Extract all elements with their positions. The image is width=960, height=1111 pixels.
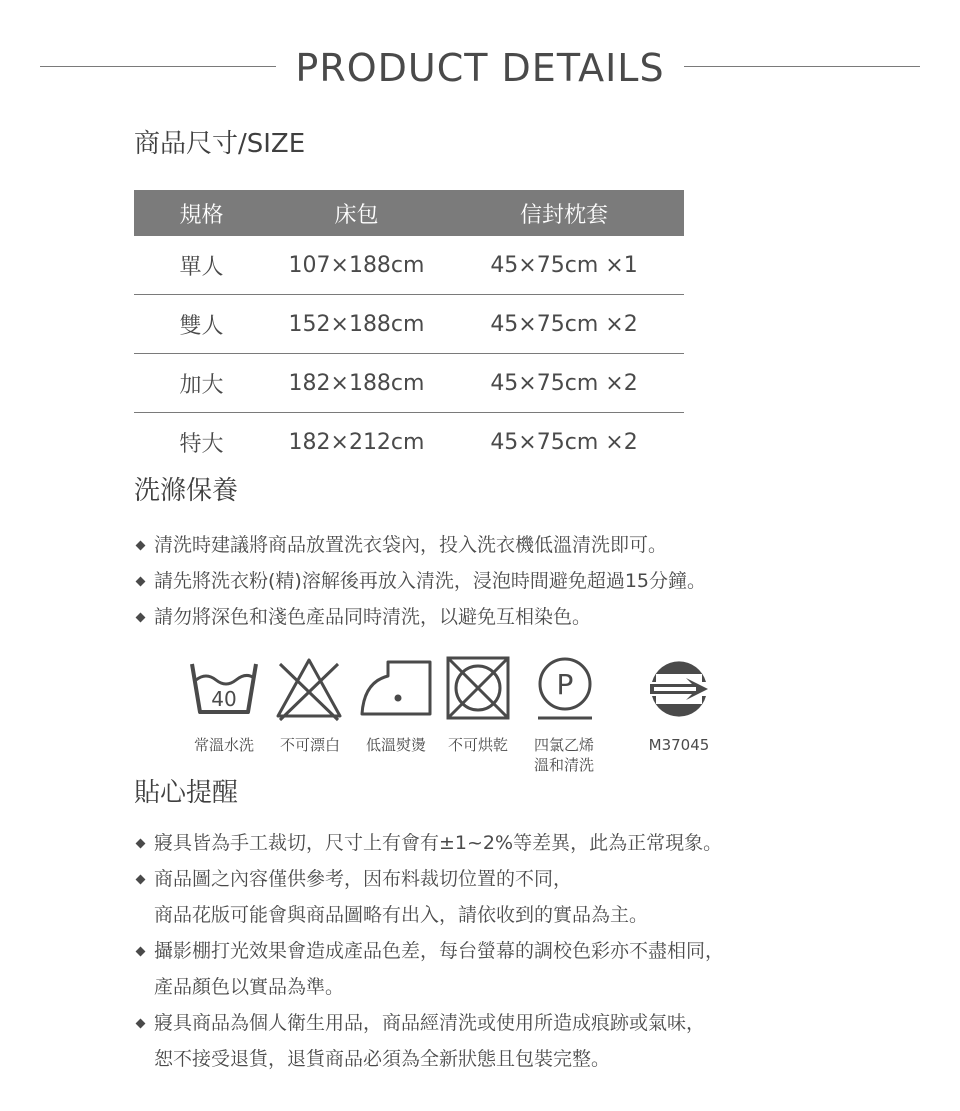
- list-item: [136, 933, 724, 1005]
- low-iron-icon: [358, 656, 434, 718]
- diamond-bullet-icon: [136, 875, 146, 885]
- diamond-bullet-icon: [136, 947, 146, 957]
- dry-clean-p-icon: [534, 656, 596, 722]
- reminder-bullet-line1: 商品圖之內容僅供參考，因布料裁切位置的不同，: [154, 868, 573, 890]
- diamond-bullet-icon: [136, 541, 146, 551]
- cell-spec: 加大: [134, 354, 269, 413]
- bsmi-mark-label: M37045: [648, 736, 710, 754]
- care-section-title: 洗滌保養: [134, 476, 239, 506]
- reminder-bullet-line2: 產品顏色以實品為準。: [154, 976, 345, 998]
- table-row: [134, 354, 684, 413]
- dry-clean-label-line1: 四氯乙烯: [533, 736, 594, 754]
- diamond-bullet-icon: [136, 839, 146, 849]
- reminder-bullet-line1: 寢具商品為個人衛生用品，商品經清洗或使用所造成痕跡或氣味，: [154, 1012, 706, 1034]
- table-row: [134, 295, 684, 354]
- list-item: [136, 599, 706, 635]
- reminder-bullet-line1: 寢具皆為手工裁切，尺寸上有會有±1~2%等差異，此為正常現象。: [154, 832, 723, 854]
- table-row: [134, 413, 684, 472]
- cell-fitted-sheet: 152×188cm: [269, 295, 444, 354]
- reminder-section-title: 貼心提醒: [134, 778, 239, 808]
- cell-pillowcase: 45×75cm ×2: [444, 354, 684, 413]
- cell-pillowcase: 45×75cm ×2: [444, 295, 684, 354]
- list-item: [136, 825, 724, 861]
- reminder-bullet-line2: 恕不接受退貨，退貨商品必須為全新狀態且包裝完整。: [154, 1048, 611, 1070]
- wash-40-icon: [188, 656, 260, 720]
- cell-spec: 雙人: [134, 295, 269, 354]
- no-bleach-label: 不可漂白: [279, 736, 340, 754]
- care-bullet-list: [136, 527, 706, 635]
- col-header-spec: 規格: [134, 190, 269, 236]
- dry-clean-label: [524, 735, 604, 775]
- list-item: [136, 1005, 724, 1077]
- list-item: [136, 563, 706, 599]
- cell-pillowcase: 45×75cm ×2: [490, 429, 638, 455]
- list-item: [136, 527, 706, 563]
- no-tumble-dry-label: 不可烘乾: [447, 736, 508, 754]
- dry-clean-letter: P: [556, 668, 574, 701]
- cell-pillowcase: 45×75cm ×1: [444, 236, 684, 295]
- reminder-bullet-list: [136, 825, 724, 1077]
- no-tumble-dry-icon: [446, 656, 510, 720]
- reminder-bullet-line2: 商品花版可能會與商品圖略有出入，請依收到的實品為主。: [154, 904, 649, 926]
- diamond-bullet-icon: [136, 577, 146, 587]
- care-bullet-text: 清洗時建議將商品放置洗衣袋內，投入洗衣機低溫清洗即可。: [154, 534, 668, 556]
- care-bullet-text: 請先將洗衣粉(精)溶解後再放入清洗，浸泡時間避免超過15分鐘。: [154, 570, 707, 592]
- cell-spec: 特大: [179, 431, 224, 457]
- bsmi-mark-icon: [646, 658, 712, 720]
- no-bleach-icon: [274, 656, 344, 722]
- wash-temperature: 40: [211, 687, 237, 711]
- list-item: [136, 861, 724, 933]
- size-table: [134, 190, 684, 471]
- cell-fitted-sheet: 182×188cm: [269, 354, 444, 413]
- dry-clean-label-line2: 溫和清洗: [533, 756, 594, 774]
- size-table-header: [134, 190, 684, 236]
- header-rule-right: [684, 66, 920, 67]
- wash-label: 常溫水洗: [193, 736, 254, 754]
- cell-spec: 單人: [134, 236, 269, 295]
- care-bullet-text: 請勿將深色和淺色產品同時清洗，以避免互相染色。: [154, 606, 592, 628]
- low-iron-label: 低溫熨燙: [365, 736, 426, 754]
- reminder-bullet-line1: 攝影棚打光效果會造成產品色差，每台螢幕的調校色彩亦不盡相同，: [154, 940, 725, 962]
- cell-fitted-sheet: 182×212cm: [288, 429, 425, 455]
- table-row: [134, 236, 684, 295]
- page-title: PRODUCT DETAILS: [295, 46, 665, 90]
- diamond-bullet-icon: [136, 613, 146, 623]
- col-header-fitted-sheet: 床包: [269, 190, 444, 236]
- cell-fitted-sheet: 107×188cm: [269, 236, 444, 295]
- col-header-pillowcase: 信封枕套: [444, 190, 684, 236]
- size-section-title: 商品尺寸/SIZE: [134, 129, 306, 159]
- diamond-bullet-icon: [136, 1019, 146, 1029]
